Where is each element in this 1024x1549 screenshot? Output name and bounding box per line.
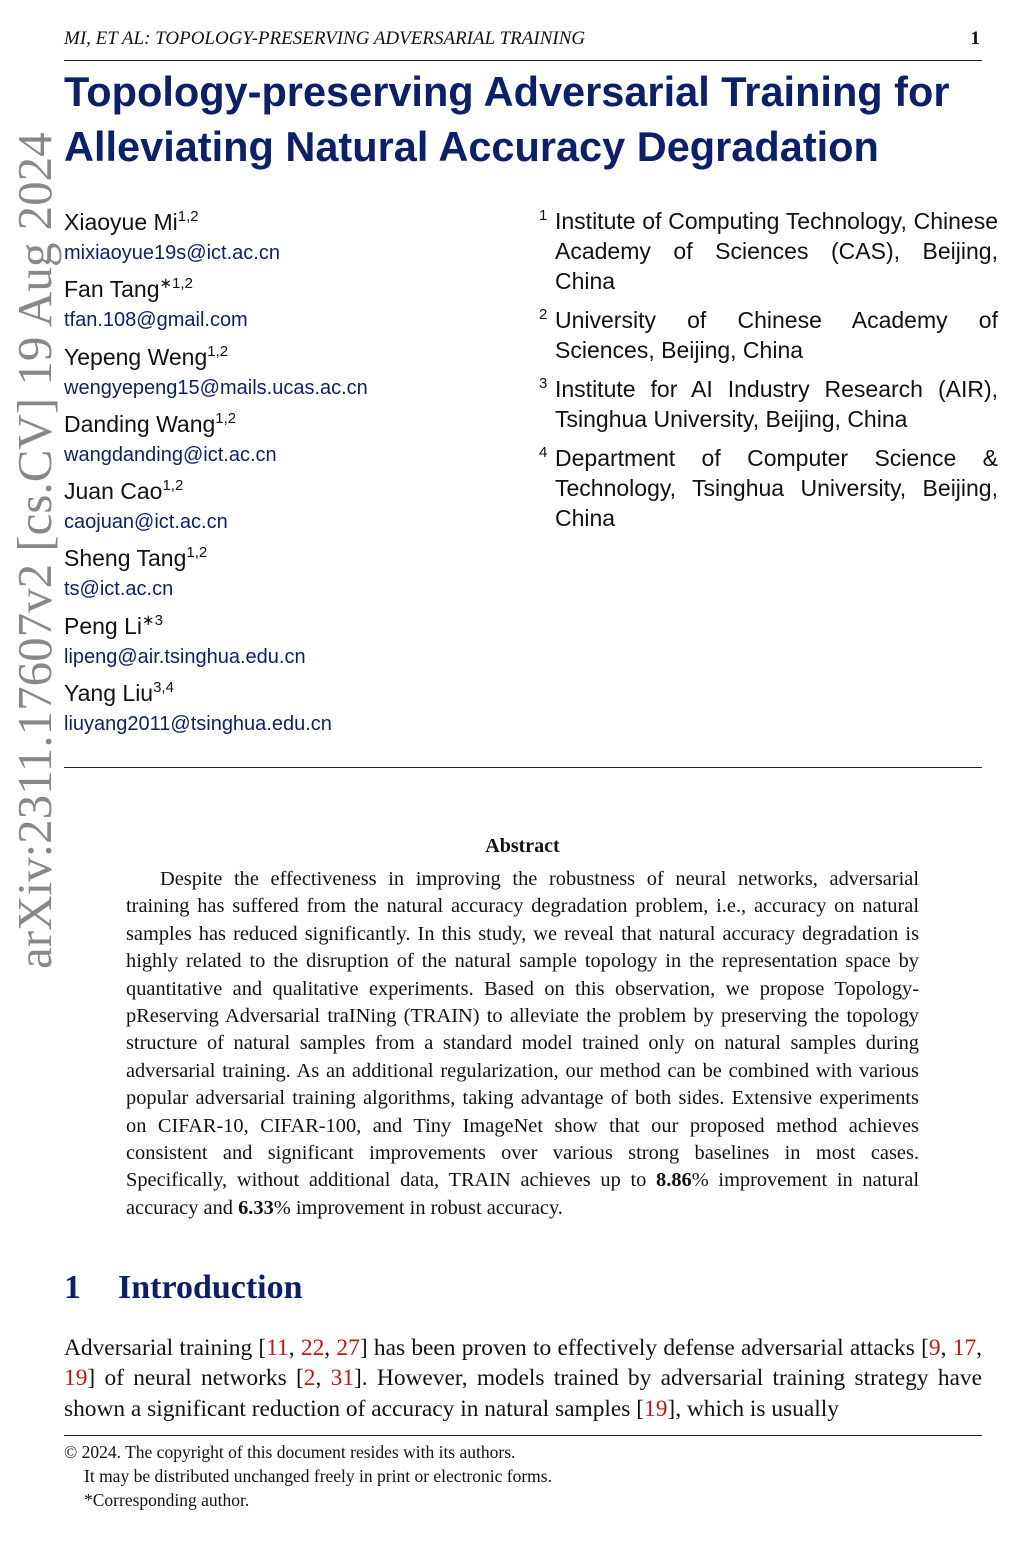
author-email-link[interactable]: tfan.108@gmail.com [64,309,248,332]
citation-link[interactable]: 11 [266,1335,289,1361]
affiliation-text: Institute for AI Industry Research (AIR), Tsinghua University, Beijing, China [555,376,998,432]
author-name [64,341,504,373]
affiliation-list [536,206,998,542]
author-name-text: Xiaoyue Mi [64,209,178,235]
affiliation-entry [536,443,998,533]
page-number: 1 [970,28,980,49]
abstract-text-1: Despite the effectiveness in improving the robustness of neural networks, adversarial training has suffered from the natural accuracy degradation problem, i.e., accuracy on natural samples has reduced significantly. In this study, we reveal that natural accuracy degradation is highly related to the disruption of the natural sample topology in the representation space by quantitative and qualitative experiments. Based on this observation, we propose Topology-pReserving Adversarial traINing (TRAIN) to alleviate the problem by preserving the topology structure of natural samples from a standard model trained only on natural samples during adversarial training. As an additional regularization, our method can be combined with various popular adversarial training algorithms, taking advantage of both sides. Extensive experiments on CIFAR-10, CIFAR-100, and Tiny ImageNet show that our proposed method achieves consistent and significant improvements over various strong baselines in most cases. Specifically, without additional data, TRAIN achieves up to [126,868,919,1192]
introduction-paragraph [64,1333,982,1424]
author-name-text: Yang Liu [64,680,154,707]
citation-link[interactable]: 2 [303,1365,316,1392]
affiliation-marks: 1,2 [177,208,199,225]
affiliation-entry [536,374,998,434]
author-entry [64,341,504,408]
abstract-heading: Abstract [485,835,560,857]
author-email-link[interactable]: caojuan@ict.ac.cn [64,511,228,534]
author-name-text: Juan Cao [64,478,163,505]
author-name [64,610,504,642]
running-header [64,26,982,61]
title-line-2: Alleviating Natural Accuracy Degradation [64,123,879,170]
affiliation-number: 3 [539,375,548,392]
affiliation-number: 2 [539,306,548,323]
affiliation-number: 4 [539,444,548,461]
citation-link[interactable]: 19 [64,1365,88,1392]
affiliation-entry [536,305,998,365]
citation-link[interactable]: 19 [644,1395,668,1422]
author-list [64,206,504,744]
corresponding-author-note: *Corresponding author. [84,1490,250,1510]
affiliation-text: University of Chinese Academy of Sciences, Beijing, China [555,307,998,363]
citation-link[interactable]: 27 [336,1335,360,1361]
author-entry [64,408,504,475]
title-line-1: Topology-preserving Adversarial Training for [64,68,950,115]
author-email-link[interactable]: wangdanding@ict.ac.cn [64,443,277,466]
affiliation-marks: 1,2 [186,544,208,562]
affiliation-marks: 1,2 [215,409,237,427]
author-entry [64,475,504,542]
section-number: 1 [64,1269,81,1306]
author-name [64,542,504,574]
abstract-body [126,866,919,1222]
affiliation-marks: ∗1,2 [159,275,193,293]
intro-text: , [324,1335,337,1361]
abstract-text-3: % improvement in robust accuracy. [273,1196,563,1219]
intro-text: ] of neural networks [ [87,1365,304,1392]
distribution-notice: It may be distributed unchanged freely in print or electronic forms. [84,1466,552,1486]
affiliation-marks: ∗3 [142,611,163,629]
author-name [64,677,504,709]
author-name [64,475,504,507]
author-entry [64,542,504,609]
abstract-text-2: % improvement in natural accuracy and [126,1169,919,1219]
author-name-text: Peng Li [64,612,143,639]
author-entry [64,206,504,273]
author-entry [64,610,504,677]
author-email-link[interactable]: lipeng@air.tsinghua.edu.cn [64,645,306,668]
intro-text: Adversarial training [ [64,1335,267,1361]
citation-link[interactable]: 17 [952,1335,977,1361]
citation-link[interactable]: 9 [928,1335,941,1361]
affiliation-text: Institute of Computing Technology, Chinese Academy of Sciences (CAS), Beijing, China [555,208,998,294]
title-block-divider [64,767,982,768]
citation-link[interactable]: 31 [330,1365,355,1392]
footnote-divider [64,1435,982,1436]
author-name [64,408,504,440]
author-email-link[interactable]: liuyang2011@tsinghua.edu.cn [64,713,332,736]
author-name-text: Fan Tang [64,276,160,303]
author-name [64,273,504,305]
author-entry [64,677,504,744]
author-name-text: Sheng Tang [64,545,187,572]
author-entry [64,273,504,340]
author-name-text: Yepeng Weng [64,343,208,370]
copyright-notice: © 2024. The copyright of this document resides with its authors. [64,1442,516,1462]
arxiv-stamp: arXiv:2311.17607v2 [cs.CV] 19 Aug 2024 [7,132,62,969]
intro-text: , [288,1335,301,1361]
author-email-link[interactable]: ts@ict.ac.cn [64,578,174,601]
author-email-link[interactable]: mixiaoyue19s@ict.ac.cn [64,242,280,264]
section-title: Introduction [118,1269,303,1306]
intro-text: , [940,1335,953,1361]
footnotes [64,1440,764,1512]
affiliation-marks: 1,2 [162,477,184,495]
affiliation-number: 1 [539,207,548,224]
author-name-text: Danding Wang [64,410,216,437]
affiliation-marks: 3,4 [153,679,174,697]
author-email-link[interactable]: wengyepeng15@mails.ucas.ac.cn [64,376,368,399]
affiliation-text: Department of Computer Science & Technology, Tsinghua University, Beijing, China [555,445,998,531]
affiliation-entry [536,206,998,296]
author-name [64,206,504,238]
natural-accuracy-gain: 8.86 [656,1169,692,1192]
introduction-heading [64,1266,303,1310]
intro-text: , [976,1335,983,1361]
intro-text: , [315,1365,331,1392]
citation-link[interactable]: 22 [300,1335,325,1361]
intro-text: ]. However, models trained by adversarial training strategy have shown a significant reduction of accuracy in natural samples [ [64,1365,982,1422]
robust-accuracy-gain: 6.33 [238,1196,274,1219]
affiliation-marks: 1,2 [207,342,229,360]
intro-text: ] has been proven to effectively defense adversarial attacks [ [359,1335,929,1361]
intro-text: ], which is usually [667,1395,839,1422]
paper-title [64,64,994,174]
running-title: MI, ET AL: TOPOLOGY-PRESERVING ADVERSARIAL TRAINING [64,28,586,49]
